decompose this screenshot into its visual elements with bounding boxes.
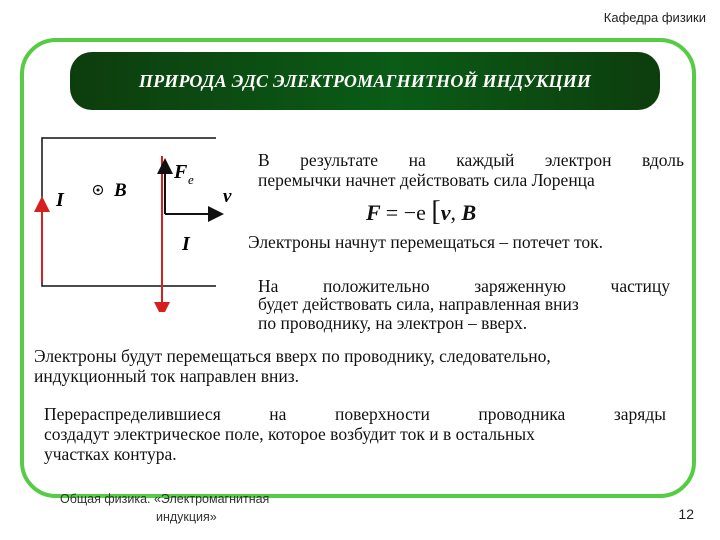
title-bar [70, 52, 660, 110]
formula-bracket-open: [ [431, 196, 441, 227]
paragraph-field-line3: участках контура. [44, 444, 177, 464]
page-number: 12 [678, 506, 694, 522]
footer-course-line1: Общая физика. «Электромагнитная [60, 492, 270, 506]
paragraph-force-direction-line2: будет действовать сила, направленная вниз [258, 294, 579, 314]
paragraph-lorentz-line1: В результате на каждый электрон вдоль [258, 150, 684, 170]
department-label: Кафедра физики [603, 10, 706, 25]
paragraph-induced-current-line1: Электроны будут перемещаться вверх по проводнику, следовательно, [34, 346, 551, 366]
field-dot-icon [97, 189, 100, 192]
formula-eq: = −e [385, 200, 426, 225]
paragraph-lorentz [258, 150, 684, 170]
paragraph-force-direction-line3: по проводнику, на электрон – вверх. [258, 313, 528, 333]
paragraph-field-line2: создадут электрическое поле, которое возбудит ток и в остальных [44, 424, 535, 444]
formula-b: B [461, 200, 477, 225]
paragraph-force-direction-line1: На положительно заряженную частицу [258, 276, 670, 296]
footer-course [60, 490, 340, 526]
field-label: B [114, 180, 127, 201]
formula-comma: , [450, 200, 456, 225]
force-label: F [174, 161, 188, 183]
circuit-wire [42, 138, 216, 286]
circuit-diagram [30, 132, 250, 312]
current-label-right: I [182, 233, 190, 255]
current-label-left: I [56, 189, 64, 211]
formula-lhs: F [366, 200, 381, 225]
formula-v: v [440, 200, 451, 225]
paragraph-lorentz-line2: перемычки начнет действовать сила Лоренца [258, 170, 595, 190]
paragraph-field-line1: Перераспределившиеся на поверхности проводника заряды [44, 404, 666, 424]
paragraph-induced-current-line2: индукционный ток направлен вниз. [34, 366, 299, 386]
paragraph-current: Электроны начнут перемещаться – потечет ток. [248, 232, 604, 252]
footer-course-line2: индукция» [156, 510, 217, 524]
force-subscript: e [188, 172, 194, 187]
slide-title: ПРИРОДА ЭДС ЭЛЕКТРОМАГНИТНОЙ ИНДУКЦИИ [138, 70, 592, 91]
lorentz-formula [366, 196, 476, 228]
velocity-label: v [223, 186, 232, 207]
